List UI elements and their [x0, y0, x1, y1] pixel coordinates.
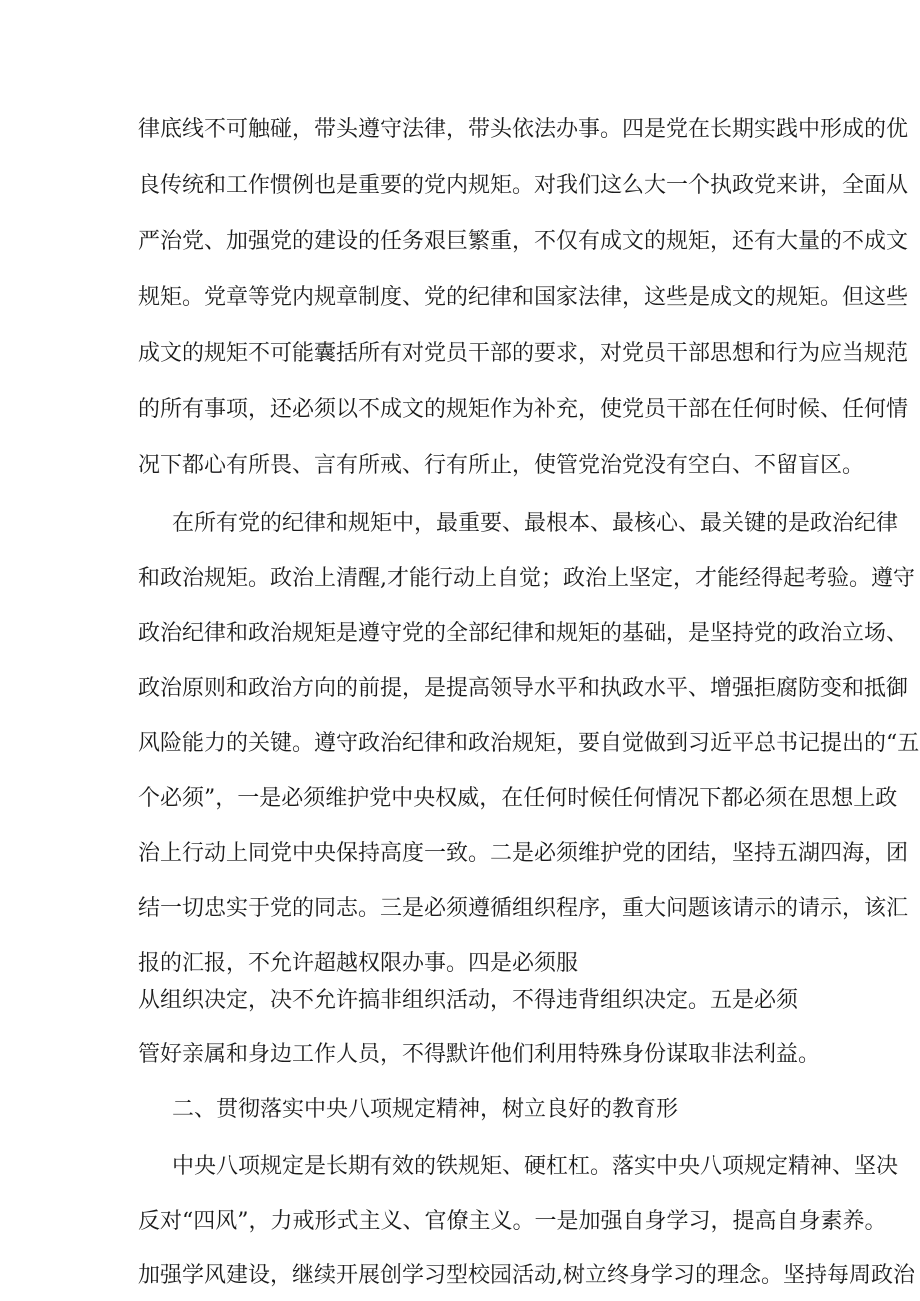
- text-line: 政治纪律和政治规矩是遵守党的全部纪律和规矩的基础，是坚持党的政治立场、: [138, 621, 909, 646]
- text-line: 报的汇报，不允许超越权限办事。四是必须服: [138, 951, 579, 976]
- text-line: 个必须”，一是必须维护党中央权威，在任何时候任何情况下都必须在思想上政: [138, 786, 898, 811]
- text-line: 成文的规矩不可能囊括所有对党员干部的要求，对党员干部思想和行为应当规范: [138, 341, 909, 366]
- text-line: 反对“四风”，力戒形式主义、官僚主义。一是加强自身学习，提高自身素养。: [138, 1209, 887, 1234]
- text-line: 治上行动上同党中央保持高度一致。二是必须维护党的团结，坚持五湖四海，团: [138, 841, 909, 866]
- text-line: 从组织决定，决不允许搞非组织活动，不得违背组织决定。五是必须: [138, 988, 799, 1013]
- text-line: 良传统和工作惯例也是重要的党内规矩。对我们这么大一个执政党来讲，全面从: [138, 173, 909, 198]
- text-line: 严治党、加强党的建设的任务艰巨繁重，不仅有成文的规矩，还有大量的不成文: [138, 229, 909, 254]
- text-line: 和政治规矩。政治上清醒,才能行动上自觉；政治上坚定，才能经得起考验。遵守: [138, 566, 915, 591]
- text-line: 在所有党的纪律和规矩中，最重要、最根本、最核心、最关键的是政治纪律: [172, 511, 899, 536]
- text-line: 政治原则和政治方向的前提，是提高领导水平和执政水平、增强拒腐防变和抵御: [138, 676, 909, 701]
- text-line: 结一切忠实于党的同志。三是必须遵循组织程序，重大问题该请示的请示，该汇: [138, 896, 909, 921]
- text-line: 中央八项规定是长期有效的铁规矩、硬杠杠。落实中央八项规定精神、坚决: [172, 1154, 899, 1179]
- text-line: 加强学风建设，继续开展创学习型校园活动,树立终身学习的理念。坚持每周政治: [138, 1263, 915, 1288]
- text-line: 管好亲属和身边工作人员，不得默许他们利用特殊身份谋取非法利益。: [138, 1042, 821, 1067]
- text-line: 规矩。党章等党内规章制度、党的纪律和国家法律，这些是成文的规矩。但这些: [138, 285, 909, 310]
- text-line: 的所有事项，还必须以不成文的规矩作为补充，使党员干部在任何时候、任何情: [138, 397, 909, 422]
- text-line: 律底线不可触碰，带头遵守法律，带头依法办事。四是党在长期实践中形成的优: [138, 117, 909, 142]
- text-line: 风险能力的关键。遵守政治纪律和政治规矩，要自觉做到习近平总书记提出的“五: [138, 731, 920, 756]
- section-heading: 二、贯彻落实中央八项规定精神，树立良好的教育形: [172, 1097, 679, 1122]
- text-line: 况下都心有所畏、言有所戒、行有所止，使管党治党没有空白、不留盲区。: [138, 453, 865, 478]
